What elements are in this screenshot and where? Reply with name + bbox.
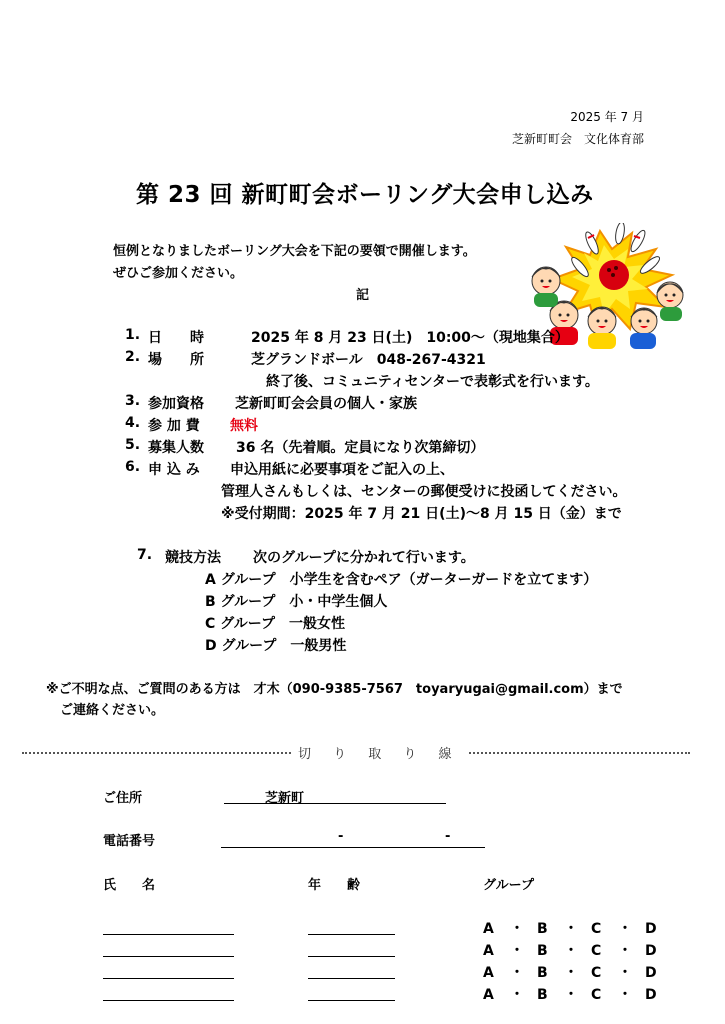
choice-sep: ・ — [618, 987, 632, 1003]
item-5-value: 36 名（先着順。定員になり次第締切） — [236, 440, 485, 456]
item-6-line-2: 管理人さんもしくは、センターの郵便受けに投函してください。 — [221, 484, 627, 500]
item-2-value: 芝グランドボール 048-267-4321 — [251, 352, 486, 368]
age-field-3[interactable] — [308, 978, 395, 979]
choice-sep: ・ — [564, 943, 578, 959]
choice-d[interactable]: D — [645, 921, 657, 937]
choice-c[interactable]: C — [591, 987, 602, 1003]
item-1-label: 日 時 — [148, 330, 204, 346]
item-7-value: 次のグループに分かれて行います。 — [253, 550, 475, 566]
address-field[interactable] — [224, 803, 446, 804]
item-3-value: 芝新町町会会員の個人・家族 — [235, 396, 417, 412]
choice-sep: ・ — [564, 921, 578, 937]
name-field-2[interactable] — [103, 956, 234, 957]
address-label: ご住所 — [103, 791, 143, 806]
contact-line-2: ご連絡ください。 — [60, 703, 165, 718]
group-choice-row-3[interactable] — [483, 962, 657, 982]
choice-b[interactable]: B — [537, 921, 548, 937]
phone-dash-1: - — [338, 829, 344, 844]
choice-d[interactable]: D — [645, 987, 657, 1003]
address-value: 芝新町 — [265, 791, 305, 806]
choice-c[interactable]: C — [591, 943, 602, 959]
item-7-label: 競技方法 — [165, 550, 221, 566]
date-text: 2025 年 7 月 — [570, 110, 644, 124]
choice-c[interactable]: C — [591, 921, 602, 937]
choice-b[interactable]: B — [537, 965, 548, 981]
intro-line-2: ぜひご参加ください。 — [113, 266, 244, 281]
age-field-1[interactable] — [308, 934, 395, 935]
phone-field[interactable] — [221, 847, 485, 848]
group-d-text: D グループ 一般男性 — [205, 638, 347, 654]
choice-d[interactable]: D — [645, 965, 657, 981]
item-6-label: 申 込 み — [148, 462, 200, 478]
choice-sep: ・ — [618, 921, 632, 937]
phone-dash-2: - — [445, 829, 451, 844]
choice-sep: ・ — [564, 965, 578, 981]
group-label: グループ — [483, 878, 534, 893]
age-label: 年 齢 — [308, 878, 361, 893]
page-title: 第 23 回 新町町会ボーリング大会申し込み — [136, 182, 594, 208]
age-field-4[interactable] — [308, 1000, 395, 1001]
choice-d[interactable]: D — [645, 943, 657, 959]
group-choice-row-2[interactable] — [483, 940, 657, 960]
item-1-number: 1. — [125, 327, 141, 343]
choice-sep: ・ — [564, 987, 578, 1003]
intro-line-1: 恒例となりましたボーリング大会を下記の要領で開催します。 — [113, 244, 476, 259]
cut-label-wrap — [292, 743, 467, 762]
item-4-value-free: 無料 — [230, 418, 258, 434]
item-6-number: 6. — [125, 459, 141, 475]
choice-a[interactable]: A — [483, 965, 494, 981]
choice-a[interactable]: A — [483, 987, 494, 1003]
group-choice-row-4[interactable] — [483, 984, 657, 1004]
ki-mark: 記 — [356, 288, 370, 303]
group-a-text: A グループ 小学生を含むペア（ガーターガードを立てます） — [205, 572, 598, 588]
choice-c[interactable]: C — [591, 965, 602, 981]
choice-sep: ・ — [618, 965, 632, 981]
choice-sep: ・ — [510, 965, 524, 981]
item-3-label: 参加資格 — [148, 396, 204, 412]
item-1-value: 2025 年 8 月 23 日(土) 10:00～（現地集合） — [251, 330, 569, 346]
contact-line-1: ※ご不明な点、ご質問のある方は 才木（090-9385-7567 toyaryugai@gmail.com）まで — [46, 682, 623, 697]
name-field-4[interactable] — [103, 1000, 234, 1001]
choice-a[interactable]: A — [483, 943, 494, 959]
choice-sep: ・ — [618, 943, 632, 959]
choice-b[interactable]: B — [537, 987, 548, 1003]
item-2-label: 場 所 — [148, 352, 204, 368]
item-5-label: 募集人数 — [148, 440, 204, 456]
item-6-value: 申込用紙に必要事項をご記入の上、 — [230, 462, 454, 478]
cut-label: 切 り 取 り 線 — [292, 747, 467, 762]
name-label: 氏 名 — [103, 878, 156, 893]
item-3-number: 3. — [125, 393, 141, 409]
item-4-number: 4. — [125, 415, 141, 431]
name-field-3[interactable] — [103, 978, 234, 979]
item-2-note: 終了後、コミュニティセンターで表彰式を行います。 — [266, 374, 599, 390]
group-c-text: C グループ 一般女性 — [205, 616, 346, 632]
choice-a[interactable]: A — [483, 921, 494, 937]
item-4-label: 参 加 費 — [148, 418, 200, 434]
group-b-text: B グループ 小・中学生個人 — [205, 594, 388, 610]
choice-sep: ・ — [510, 943, 524, 959]
item-7-number: 7. — [137, 547, 153, 563]
choice-sep: ・ — [510, 921, 524, 937]
group-choice-row-1[interactable] — [483, 918, 657, 938]
choice-sep: ・ — [510, 987, 524, 1003]
item-6-period: ※受付期間：2025 年 7 月 21 日(土)～8 月 15 日（金）まで — [221, 506, 622, 522]
organization-text: 芝新町町会 文化体育部 — [511, 132, 644, 146]
name-field-1[interactable] — [103, 934, 234, 935]
choice-b[interactable]: B — [537, 943, 548, 959]
age-field-2[interactable] — [308, 956, 395, 957]
phone-label: 電話番号 — [103, 834, 156, 849]
item-5-number: 5. — [125, 437, 141, 453]
item-2-number: 2. — [125, 349, 141, 365]
